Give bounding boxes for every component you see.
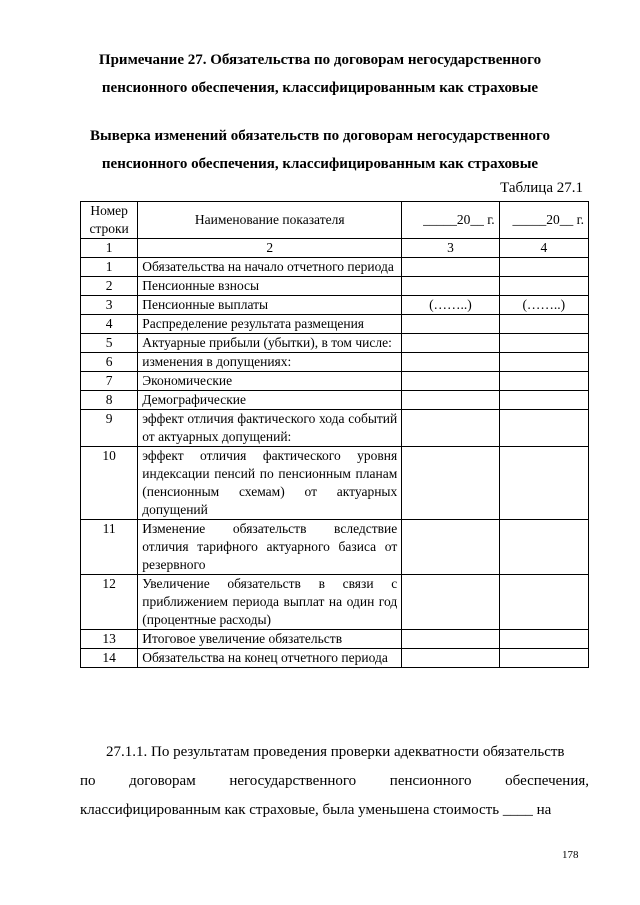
paragraph-continuation: по договорам негосударственного пенсионного обеспечения, классифицированным как страховые, была уменьшена стоимость ____ на — [80, 773, 589, 818]
liabilities-table — [80, 201, 589, 668]
row-number: 7 — [81, 372, 138, 391]
row-value-year-2 — [499, 334, 588, 353]
col-number-2: 2 — [138, 239, 402, 258]
row-value-year-1 — [402, 258, 499, 277]
row-indicator-name: Увеличение обязательств в связи с приближением периода выплат на один год (процентные расходы) — [138, 575, 402, 630]
paragraph-first-line: 27.1.1. По результатам проведения проверки адекватности обязательств — [106, 744, 565, 760]
table-row — [81, 447, 589, 520]
row-value-year-2 — [499, 630, 588, 649]
table-title: Выверка изменений обязательств по договорам негосударственного пенсионного обеспечения, классифицированным как страховые — [90, 128, 550, 172]
paragraph-27-1-1 — [80, 738, 589, 825]
row-value-year-2 — [499, 575, 588, 630]
header-year-2: _____20__ г. — [499, 202, 588, 239]
row-value-year-1 — [402, 334, 499, 353]
row-number: 2 — [81, 277, 138, 296]
table-label: Таблица 27.1 — [500, 180, 583, 196]
row-value-year-1 — [402, 391, 499, 410]
table-row — [81, 258, 589, 277]
header-row-number: Номер строки — [81, 202, 138, 239]
table-row — [81, 520, 589, 575]
col-number-3: 3 — [402, 239, 499, 258]
row-number: 14 — [81, 649, 138, 668]
row-indicator-name: Обязательства на начало отчетного периода — [138, 258, 402, 277]
table-row — [81, 630, 589, 649]
row-value-year-1 — [402, 353, 499, 372]
row-indicator-name: Актуарные прибыли (убытки), в том числе: — [138, 334, 402, 353]
row-value-year-1 — [402, 447, 499, 520]
row-number: 8 — [81, 391, 138, 410]
row-value-year-2 — [499, 277, 588, 296]
row-value-year-1 — [402, 630, 499, 649]
row-value-year-2 — [499, 410, 588, 447]
row-value-year-2: (……..) — [499, 296, 588, 315]
table-row — [81, 575, 589, 630]
column-numbers-row — [81, 239, 589, 258]
row-value-year-2 — [499, 649, 588, 668]
row-indicator-name: Демографические — [138, 391, 402, 410]
row-value-year-1 — [402, 410, 499, 447]
row-indicator-name: Пенсионные взносы — [138, 277, 402, 296]
header-year-1: _____20__ г. — [402, 202, 499, 239]
col-number-4: 4 — [499, 239, 588, 258]
row-indicator-name: эффект отличия фактического уровня индексации пенсий по пенсионным планам (пенсионным схемам) от актуарных допущений — [138, 447, 402, 520]
row-value-year-2 — [499, 315, 588, 334]
row-value-year-1 — [402, 372, 499, 391]
row-value-year-1 — [402, 575, 499, 630]
row-indicator-name: Итоговое увеличение обязательств — [138, 630, 402, 649]
row-number: 13 — [81, 630, 138, 649]
row-value-year-2 — [499, 353, 588, 372]
row-value-year-1 — [402, 520, 499, 575]
header-indicator-name: Наименование показателя — [138, 202, 402, 239]
row-number: 1 — [81, 258, 138, 277]
row-value-year-2 — [499, 391, 588, 410]
note-title: Примечание 27. Обязательства по договорам негосударственного пенсионного обеспечения, классифицированным как страховые — [98, 52, 542, 96]
row-value-year-1 — [402, 277, 499, 296]
table-row — [81, 277, 589, 296]
row-number: 10 — [81, 447, 138, 520]
page-number: 178 — [562, 849, 579, 861]
row-indicator-name: Экономические — [138, 372, 402, 391]
row-value-year-2 — [499, 447, 588, 520]
row-indicator-name: Пенсионные выплаты — [138, 296, 402, 315]
row-number: 9 — [81, 410, 138, 447]
row-indicator-name: Обязательства на конец отчетного периода — [138, 649, 402, 668]
row-number: 4 — [81, 315, 138, 334]
row-value-year-1 — [402, 649, 499, 668]
table-row — [81, 410, 589, 447]
row-number: 6 — [81, 353, 138, 372]
row-value-year-2 — [499, 520, 588, 575]
table-row — [81, 296, 589, 315]
col-number-1: 1 — [81, 239, 138, 258]
row-value-year-2 — [499, 372, 588, 391]
table-row — [81, 372, 589, 391]
row-value-year-2 — [499, 258, 588, 277]
row-indicator-name: изменения в допущениях: — [138, 353, 402, 372]
row-number: 11 — [81, 520, 138, 575]
row-value-year-1 — [402, 315, 499, 334]
table-row — [81, 649, 589, 668]
table-header-row — [81, 202, 589, 239]
row-indicator-name: Распределение результата размещения — [138, 315, 402, 334]
row-number: 3 — [81, 296, 138, 315]
row-number: 5 — [81, 334, 138, 353]
row-indicator-name: эффект отличия фактического хода событий от актуарных допущений: — [138, 410, 402, 447]
table-row — [81, 334, 589, 353]
row-value-year-1: (……..) — [402, 296, 499, 315]
table-row — [81, 353, 589, 372]
table-row — [81, 391, 589, 410]
row-indicator-name: Изменение обязательств вследствие отличия тарифного актуарного базиса от резервного — [138, 520, 402, 575]
table-row — [81, 315, 589, 334]
row-number: 12 — [81, 575, 138, 630]
